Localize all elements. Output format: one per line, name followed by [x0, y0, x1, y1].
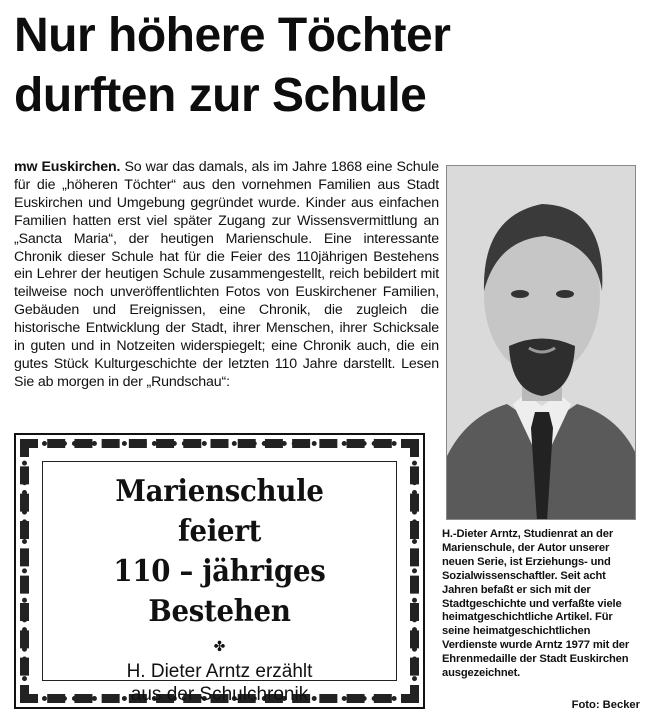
announcement-title-line-1: Marienschule: [115, 474, 324, 509]
photo-credit: Foto: Becker: [571, 699, 640, 711]
ornament-icon: ✤: [213, 638, 226, 654]
headline-line-2: durften zur Schule: [14, 69, 427, 122]
announcement-title-line-3: 110 – jähriges Bestehen: [113, 554, 326, 629]
headline: [14, 6, 644, 126]
photo-caption: H.-Dieter Arntz, Studienrat an der Marienschule, der Autor unserer neuen Serie, ist Erziehungs- und Sozialwissenschaftler. Seit acht Jahren befaßt er sich mit der Stadtgeschichte und verfaßte viele heimatgeschichtliche Artikel. Für seine heimatgeschichtlichen Verdienste wurde Arntz 1977 mit der Ehrenmedaille der Stadt Euskirchen ausgezeichnet.: [442, 528, 630, 680]
portrait-photo: [446, 165, 636, 520]
announcement-title-line-2: feiert: [177, 514, 262, 549]
article-dateline: mw Euskirchen.: [14, 159, 121, 175]
announcement-title: [57, 472, 382, 632]
announcement-box: [14, 433, 425, 709]
announcement-content: [42, 461, 397, 705]
announcement-subtitle: [43, 660, 396, 706]
announcement-subtitle-line-2: aus der Schulchronik: [130, 684, 309, 705]
article-body: [14, 159, 439, 392]
headline-line-1: Nur höhere Töchter: [14, 9, 451, 62]
portrait-illustration: [447, 166, 636, 520]
article-text: So war das damals, als im Jahre 1868 eine Schule für die „höheren Töchter“ aus den vornehmen Familien aus Stadt Euskirchen und Umgebung gegründet wurde. Kinder aus einfachen Familien hatten erst viel später Zugang zur Wissensvermittlung an „Sancta Maria“, der heutigen Marienschule. Eine interessante Chronik dieser Schule hat für die Feier des 110jährigen Bestehens ein Lehrer der heutigen Schule zusammengestellt, reich bebildert mit teilweise noch unveröffentlichten Fotos von Euskirchener Familien, Gebäuden und Ereignissen, eine Chronik, die zugleich die historische Entwicklung der Stadt, ihrer Menschen, ihrer Schicksale in guten und in Notzeiten widerspiegelt; eine Chronik auch, die ein gutes Stück Kulturgeschichte der letzten 110 Jahre darstellt. Lesen Sie ab morgen in der „Rundschau“:: [14, 159, 440, 390]
announcement-subtitle-line-1: H. Dieter Arntz erzählt: [126, 661, 313, 682]
